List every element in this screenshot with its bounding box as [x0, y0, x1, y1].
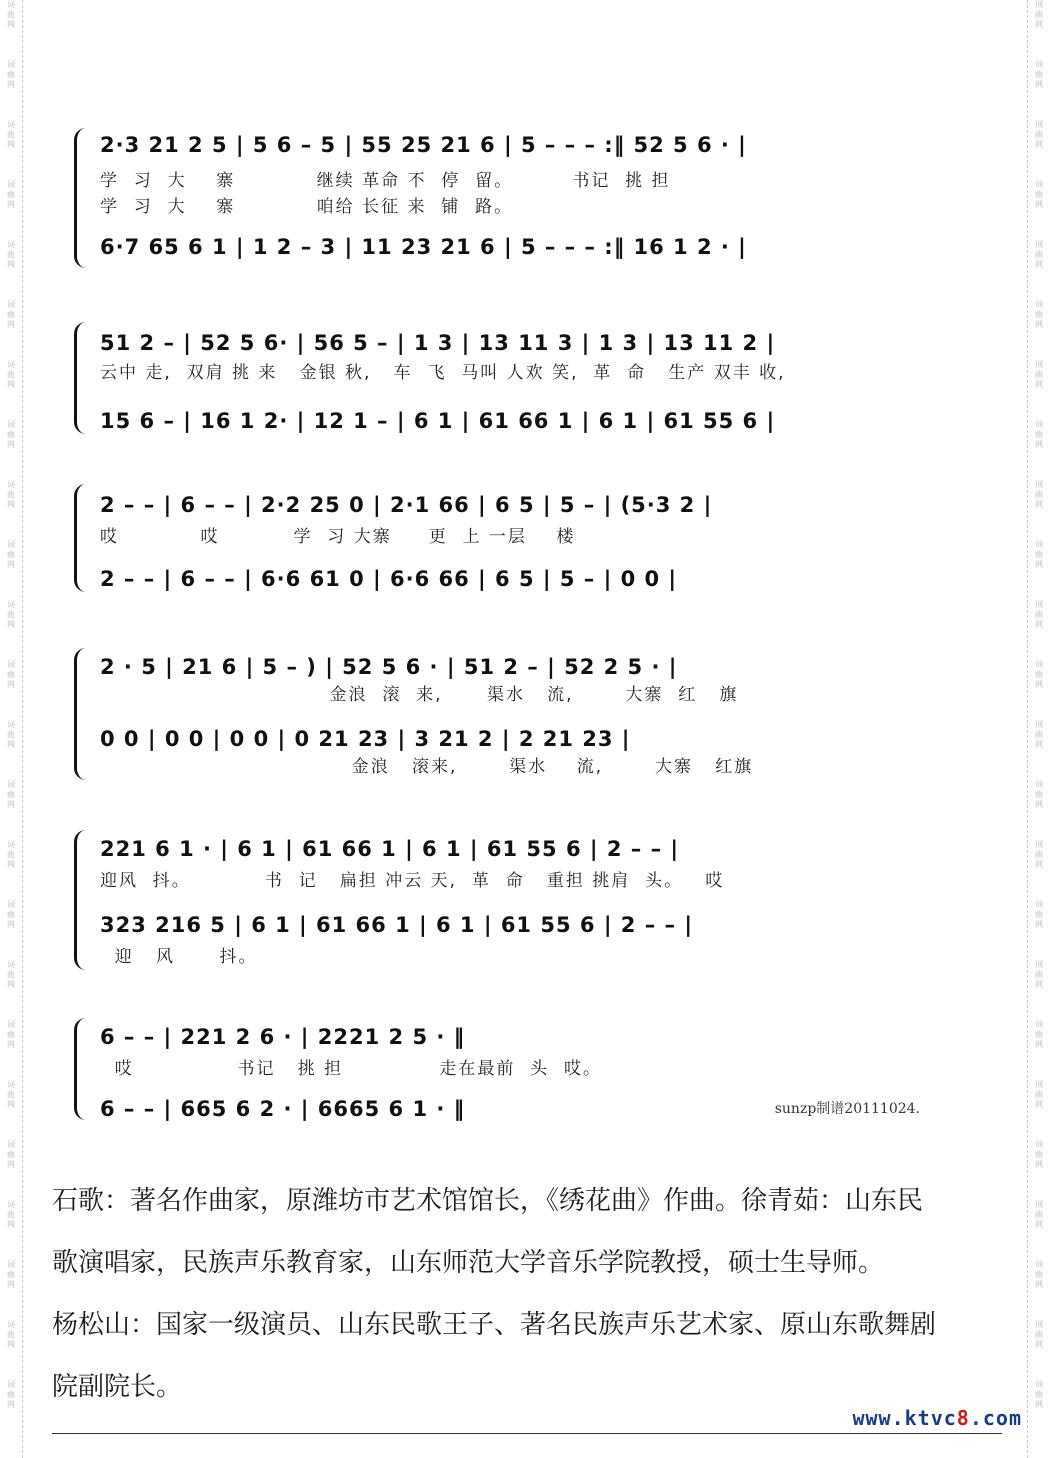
lyric-verse-1: 金浪 滚 来, 渠水 流, 大寨 红 旗 — [100, 685, 739, 705]
watermark-text: 词曲网 — [7, 300, 15, 329]
watermark-text: 词曲网 — [7, 1380, 15, 1409]
watermark-text: 词曲网 — [7, 120, 15, 149]
upper-staff-notes: 2 – – | 6 – – | 2·2 25 0 | 2·1 66 | 6 5 | 5 – | (5·3 2 | — [100, 493, 713, 517]
lower-staff-notes: 2 – – | 6 – – | 6·6 61 0 | 6·6 66 | 6 5 | 5 – | 0 0 | — [100, 567, 678, 591]
transcriber-signature: sunzp制谱20111024. — [774, 1101, 920, 1117]
site-logo-accent: 8 — [956, 1406, 970, 1430]
lyric-verse-2: 学 习 大 寨 咱给 长征 来 铺 路。 — [100, 197, 514, 217]
system-brace — [74, 1018, 91, 1120]
upper-staff-notes: 51 2 – | 52 5 6· | 56 5 – | 1 3 | 13 11 3 | 1 3 | 13 11 2 | — [100, 331, 776, 355]
watermark-text: 词曲网 — [7, 1140, 15, 1169]
lower-staff-notes: 6·7 65 6 1 | 1 2 – 3 | 11 23 21 6 | 5 – – – :‖ 16 1 2 · | — [100, 235, 747, 259]
watermark-text: 词曲网 — [7, 60, 15, 89]
watermark-text: 词曲网 — [1035, 240, 1043, 269]
watermark-text: 词曲网 — [7, 1260, 15, 1289]
watermark-text: 词曲网 — [7, 540, 15, 569]
watermark-text: 词曲网 — [1035, 1200, 1043, 1229]
watermark-text: 词曲网 — [7, 1320, 15, 1349]
watermark-text: 词曲网 — [1035, 660, 1043, 689]
watermark-text: 词曲网 — [1035, 1380, 1043, 1409]
system-brace — [74, 648, 91, 780]
lyric-verse-1: 哎 哎 学 习 大寨 更 上 一层 楼 — [100, 527, 576, 547]
watermark-text: 词曲网 — [7, 900, 15, 929]
watermark-text: 词曲网 — [7, 960, 15, 989]
watermark-text: 词曲网 — [7, 0, 15, 29]
upper-staff-notes: 2·3 21 2 5 | 5 6 – 5 | 55 25 21 6 | 5 – – – :‖ 52 5 6 · | — [100, 133, 747, 157]
lower-staff-notes: 0 0 | 0 0 | 0 0 | 0 21 23 | 3 21 2 | 2 21 23 | — [100, 727, 631, 751]
watermark-text: 词曲网 — [1035, 840, 1043, 869]
bio-line-3: 杨松山：国家一级演员、山东民歌王子、著名民族声乐艺术家、原山东歌舞剧 — [52, 1310, 937, 1340]
watermark-text: 词曲网 — [1035, 360, 1043, 389]
watermark-text: 词曲网 — [1035, 900, 1043, 929]
watermark-text: 词曲网 — [7, 1200, 15, 1229]
watermark-text: 词曲网 — [7, 780, 15, 809]
watermark-text: 词曲网 — [1035, 420, 1043, 449]
watermark-text: 词曲网 — [1035, 1020, 1043, 1049]
lyric-verse-1: 学 习 大 寨 继续 革命 不 停 留。 书记 挑 担 — [100, 171, 671, 191]
watermark-text: 词曲网 — [7, 360, 15, 389]
watermark-text: 词曲网 — [7, 1080, 15, 1109]
watermark-text: 词曲网 — [1035, 300, 1043, 329]
score-system-3 — [76, 484, 940, 592]
lower-lyric: 金浪 滚来, 渠水 流, 大寨 红旗 — [100, 757, 754, 777]
score-system-1 — [76, 128, 940, 268]
footer-rule — [52, 1433, 1002, 1434]
watermark-text: 词曲网 — [1035, 0, 1043, 29]
bio-line-4: 院副院长。 — [52, 1372, 183, 1402]
lyric-verse-1: 哎 书记 挑 担 走在最前 头 哎。 — [100, 1059, 602, 1079]
right-watermark-strip — [1027, 0, 1050, 1458]
lower-staff-notes: 323 216 5 | 6 1 | 61 66 1 | 6 1 | 61 55 6 | 2 – – | — [100, 913, 694, 937]
system-brace — [74, 322, 91, 434]
upper-staff-notes: 221 6 1 · | 6 1 | 61 66 1 | 6 1 | 61 55 6 | 2 – – | — [100, 837, 680, 861]
lyric-verse-1: 迎风 抖。 书 记 扁担 冲云 天, 革 命 重担 挑肩 头。 哎 — [100, 871, 725, 891]
watermark-text: 词曲网 — [1035, 180, 1043, 209]
watermark-text: 词曲网 — [7, 1020, 15, 1049]
lower-staff-notes: 15 6 – | 16 1 2· | 12 1 – | 6 1 | 61 66 1 | 6 1 | 61 55 6 | — [100, 409, 776, 433]
site-logo-suffix: .com — [969, 1406, 1022, 1430]
watermark-text: 词曲网 — [1035, 1080, 1043, 1109]
watermark-text: 词曲网 — [7, 180, 15, 209]
score-system-4 — [76, 648, 940, 780]
watermark-text: 词曲网 — [1035, 1260, 1043, 1289]
watermark-text: 词曲网 — [1035, 780, 1043, 809]
watermark-text: 词曲网 — [7, 240, 15, 269]
watermark-text: 词曲网 — [7, 420, 15, 449]
watermark-text: 词曲网 — [7, 600, 15, 629]
score-system-5 — [76, 830, 940, 970]
bio-line-1: 石歌：著名作曲家，原潍坊市艺术馆馆长，《绣花曲》作曲。徐青茹：山东民 — [52, 1186, 924, 1216]
watermark-text: 词曲网 — [7, 660, 15, 689]
watermark-text: 词曲网 — [1035, 720, 1043, 749]
watermark-text: 词曲网 — [7, 720, 15, 749]
bio-line-2: 歌演唱家，民族声乐教育家，山东师范大学音乐学院教授，硕士生导师。 — [52, 1248, 885, 1278]
system-brace — [74, 484, 91, 592]
watermark-text: 词曲网 — [7, 840, 15, 869]
watermark-text: 词曲网 — [1035, 540, 1043, 569]
score-system-2 — [76, 322, 940, 434]
watermark-text: 词曲网 — [7, 480, 15, 509]
watermark-text: 词曲网 — [1035, 60, 1043, 89]
upper-staff-notes: 6 – – | 221 2 6 · | 2221 2 5 · ‖ — [100, 1025, 466, 1049]
system-brace — [74, 830, 91, 970]
lower-staff-notes: 6 – – | 665 6 2 · | 6665 6 1 · ‖ — [100, 1097, 466, 1121]
upper-staff-notes: 2 · 5 | 21 6 | 5 – ) | 52 5 6 · | 51 2 – | 52 2 5 · | — [100, 655, 678, 679]
left-watermark-strip — [0, 0, 23, 1458]
site-logo[interactable] — [852, 1406, 1022, 1430]
system-brace — [74, 128, 91, 268]
watermark-text: 词曲网 — [1035, 960, 1043, 989]
watermark-text: 词曲网 — [1035, 600, 1043, 629]
site-logo-prefix: www.ktvc — [852, 1406, 957, 1430]
watermark-text: 词曲网 — [1035, 480, 1043, 509]
lyric-verse-1: 云中 走, 双肩 挑 来 金银 秋, 车 飞 马叫 人欢 笑, 革 命 生产 双丰 收, — [100, 363, 786, 383]
lower-lyric: 迎 风 抖。 — [100, 947, 258, 967]
watermark-text: 词曲网 — [1035, 1320, 1043, 1349]
watermark-text: 词曲网 — [1035, 120, 1043, 149]
watermark-text: 词曲网 — [1035, 1140, 1043, 1169]
